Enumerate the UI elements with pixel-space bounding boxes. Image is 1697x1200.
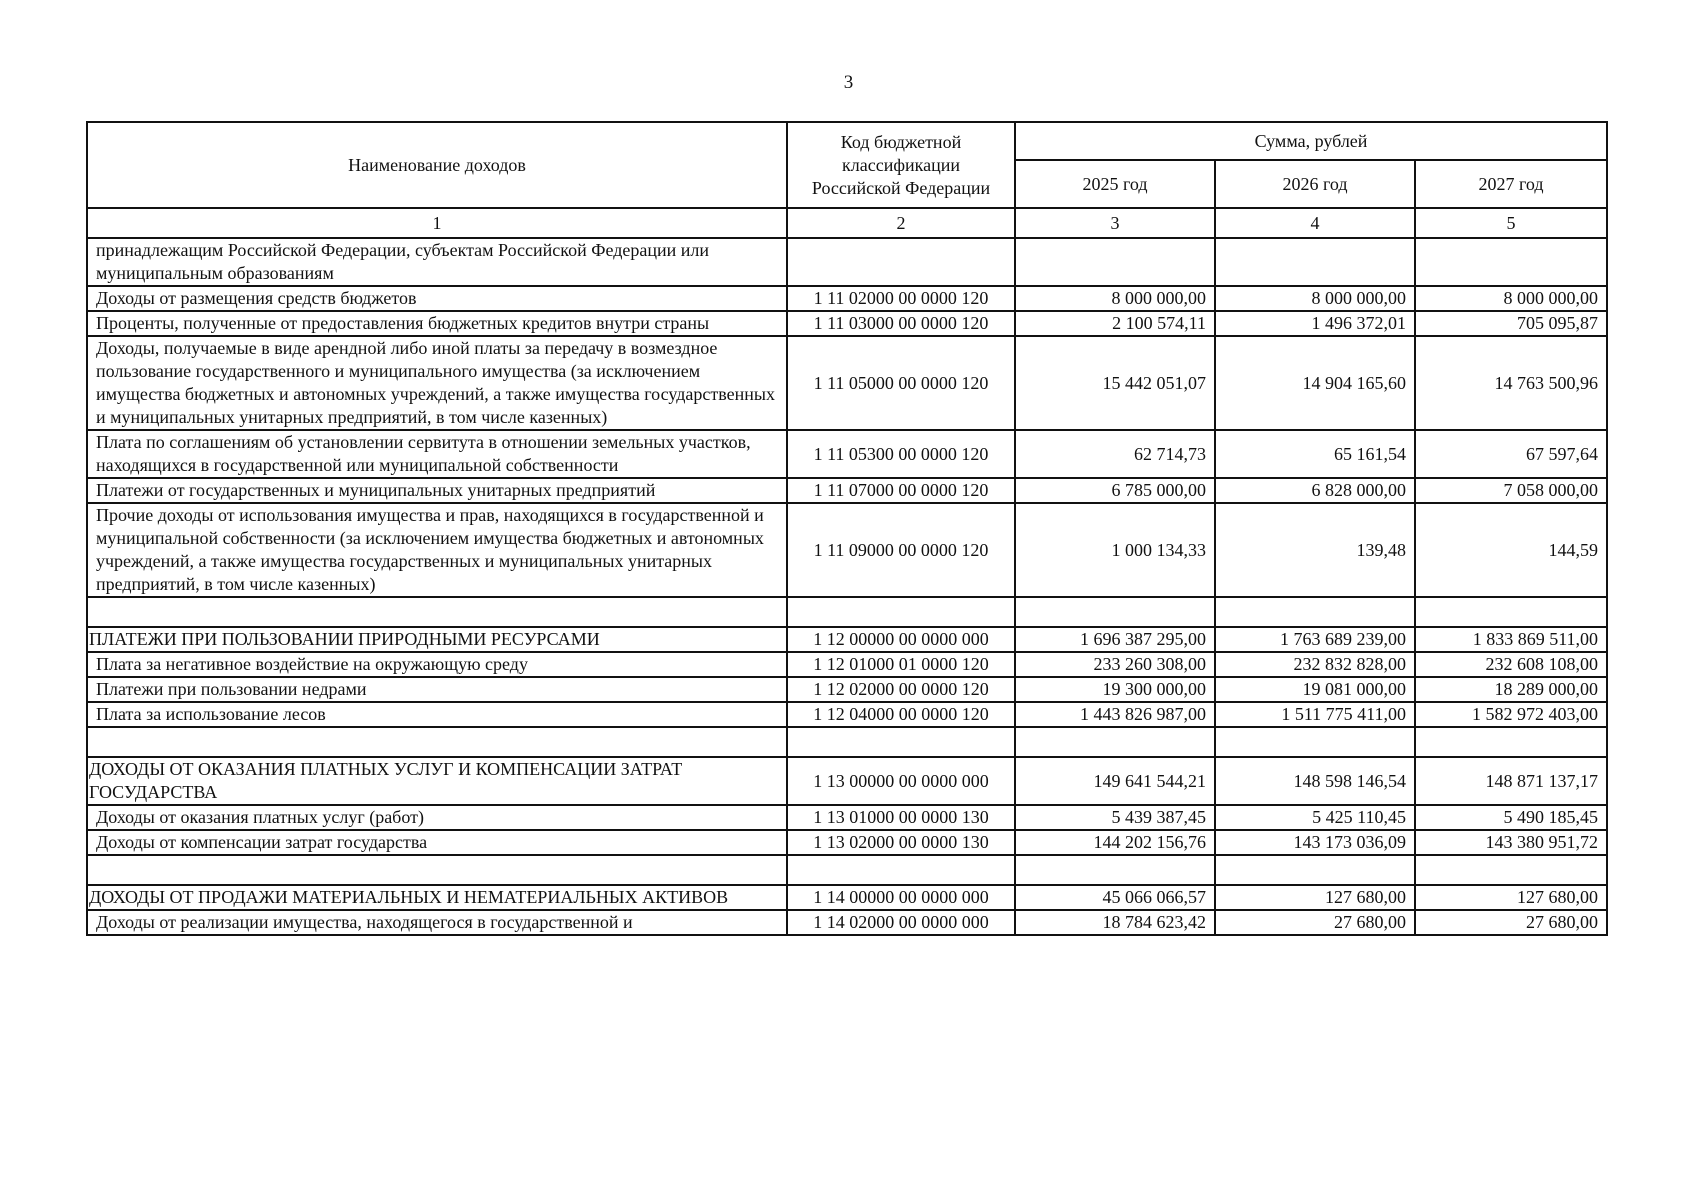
amount-2026-cell: 6 828 000,00 — [1215, 478, 1415, 503]
amount-2027-cell: 1 833 869 511,00 — [1415, 627, 1607, 652]
revenue-name-cell: Доходы от оказания платных услуг (работ) — [87, 805, 787, 830]
amount-2026-cell: 19 081 000,00 — [1215, 677, 1415, 702]
column-number: 3 — [1015, 208, 1215, 238]
table-row — [87, 311, 1607, 336]
amount-2025-cell: 1 443 826 987,00 — [1015, 702, 1215, 727]
amount-2026-cell: 1 511 775 411,00 — [1215, 702, 1415, 727]
amount-2027-cell: 143 380 951,72 — [1415, 830, 1607, 855]
amount-2025-cell: 19 300 000,00 — [1015, 677, 1215, 702]
column-number: 1 — [87, 208, 787, 238]
amount-2027-cell: 1 582 972 403,00 — [1415, 702, 1607, 727]
budget-code-cell: 1 14 02000 00 0000 000 — [787, 910, 1015, 935]
amount-2027-cell: 14 763 500,96 — [1415, 336, 1607, 430]
amount-2026-cell: 14 904 165,60 — [1215, 336, 1415, 430]
budget-code-cell: 1 13 00000 00 0000 000 — [787, 757, 1015, 805]
table-row — [87, 702, 1607, 727]
amount-2027-cell — [1415, 238, 1607, 286]
header-sum: Сумма, рублей — [1015, 122, 1607, 160]
empty-cell — [787, 727, 1015, 757]
amount-2027-cell: 27 680,00 — [1415, 910, 1607, 935]
empty-cell — [1415, 597, 1607, 627]
column-number: 4 — [1215, 208, 1415, 238]
amount-2025-cell: 1 000 134,33 — [1015, 503, 1215, 597]
amount-2025-cell: 8 000 000,00 — [1015, 286, 1215, 311]
amount-2026-cell: 127 680,00 — [1215, 885, 1415, 910]
section-row — [87, 627, 1607, 652]
section-row — [87, 885, 1607, 910]
header-name: Наименование доходов — [87, 122, 787, 208]
revenue-name-cell: принадлежащим Российской Федерации, субъектам Российской Федерации или муниципальным образованиям — [87, 238, 787, 286]
empty-cell — [1415, 727, 1607, 757]
revenue-name-cell: Плата за использование лесов — [87, 702, 787, 727]
amount-2027-cell: 144,59 — [1415, 503, 1607, 597]
amount-2027-cell: 5 490 185,45 — [1415, 805, 1607, 830]
revenue-name-cell: Доходы, получаемые в виде арендной либо иной платы за передачу в возмездное пользование государственного и муниципального имущества (за исключением имущества бюджетных и автономных учреждений, а также имущества государственных и муниципальных унитарных предприятий, в том числе казенных) — [87, 336, 787, 430]
empty-cell — [1215, 727, 1415, 757]
budget-code-cell: 1 11 09000 00 0000 120 — [787, 503, 1015, 597]
revenue-name-cell: Доходы от размещения средств бюджетов — [87, 286, 787, 311]
budget-code-cell: 1 13 01000 00 0000 130 — [787, 805, 1015, 830]
empty-cell — [1015, 597, 1215, 627]
amount-2027-cell: 67 597,64 — [1415, 430, 1607, 478]
amount-2025-cell: 233 260 308,00 — [1015, 652, 1215, 677]
revenue-name-cell: ДОХОДЫ ОТ ПРОДАЖИ МАТЕРИАЛЬНЫХ И НЕМАТЕРИАЛЬНЫХ АКТИВОВ — [87, 885, 787, 910]
section-row — [87, 757, 1607, 805]
amount-2026-cell: 8 000 000,00 — [1215, 286, 1415, 311]
amount-2026-cell: 1 763 689 239,00 — [1215, 627, 1415, 652]
budget-code-cell: 1 12 01000 01 0000 120 — [787, 652, 1015, 677]
budget-code-cell: 1 13 02000 00 0000 130 — [787, 830, 1015, 855]
empty-cell — [1215, 855, 1415, 885]
table-row — [87, 830, 1607, 855]
budget-code-cell: 1 11 03000 00 0000 120 — [787, 311, 1015, 336]
table-row — [87, 478, 1607, 503]
revenue-name-cell: Проценты, полученные от предоставления бюджетных кредитов внутри страны — [87, 311, 787, 336]
revenue-name-cell: Платежи при пользовании недрами — [87, 677, 787, 702]
revenue-name-cell: Доходы от реализации имущества, находящегося в государственной и — [87, 910, 787, 935]
budget-code-cell: 1 12 02000 00 0000 120 — [787, 677, 1015, 702]
table-row — [87, 430, 1607, 478]
revenue-name-cell: ДОХОДЫ ОТ ОКАЗАНИЯ ПЛАТНЫХ УСЛУГ И КОМПЕНСАЦИИ ЗАТРАТ ГОСУДАРСТВА — [87, 757, 787, 805]
amount-2027-cell: 18 289 000,00 — [1415, 677, 1607, 702]
amount-2027-cell: 8 000 000,00 — [1415, 286, 1607, 311]
revenue-name-cell: ПЛАТЕЖИ ПРИ ПОЛЬЗОВАНИИ ПРИРОДНЫМИ РЕСУРСАМИ — [87, 627, 787, 652]
table-body — [87, 238, 1607, 935]
amount-2027-cell: 232 608 108,00 — [1415, 652, 1607, 677]
budget-code-cell: 1 11 05000 00 0000 120 — [787, 336, 1015, 430]
header-code: Код бюджетной классификации Российской Федерации — [787, 122, 1015, 208]
empty-cell — [87, 727, 787, 757]
amount-2026-cell: 65 161,54 — [1215, 430, 1415, 478]
budget-code-cell: 1 11 07000 00 0000 120 — [787, 478, 1015, 503]
header-year-2026: 2026 год — [1215, 160, 1415, 208]
amount-2026-cell: 139,48 — [1215, 503, 1415, 597]
amount-2025-cell: 5 439 387,45 — [1015, 805, 1215, 830]
empty-cell — [1015, 727, 1215, 757]
empty-cell — [787, 855, 1015, 885]
amount-2025-cell: 15 442 051,07 — [1015, 336, 1215, 430]
budget-code-cell: 1 12 04000 00 0000 120 — [787, 702, 1015, 727]
amount-2027-cell: 7 058 000,00 — [1415, 478, 1607, 503]
empty-cell — [1415, 855, 1607, 885]
spacer-row — [87, 727, 1607, 757]
amount-2025-cell: 2 100 574,11 — [1015, 311, 1215, 336]
amount-2026-cell: 1 496 372,01 — [1215, 311, 1415, 336]
table-row — [87, 238, 1607, 286]
amount-2025-cell: 144 202 156,76 — [1015, 830, 1215, 855]
amount-2025-cell: 18 784 623,42 — [1015, 910, 1215, 935]
amount-2025-cell — [1015, 238, 1215, 286]
amount-2025-cell: 62 714,73 — [1015, 430, 1215, 478]
column-number: 5 — [1415, 208, 1607, 238]
amount-2026-cell: 232 832 828,00 — [1215, 652, 1415, 677]
header-year-2027: 2027 год — [1415, 160, 1607, 208]
spacer-row — [87, 855, 1607, 885]
budget-code-cell — [787, 238, 1015, 286]
table-row — [87, 677, 1607, 702]
empty-cell — [787, 597, 1015, 627]
amount-2025-cell: 1 696 387 295,00 — [1015, 627, 1215, 652]
revenue-name-cell: Прочие доходы от использования имущества и прав, находящихся в государственной и муниципальной собственности (за исключением имущества бюджетных и автономных учреждений, а также имущества государственных и муниципальных унитарных предприятий, в том числе казенных) — [87, 503, 787, 597]
header-year-2025: 2025 год — [1015, 160, 1215, 208]
empty-cell — [87, 597, 787, 627]
revenue-name-cell: Плата за негативное воздействие на окружающую среду — [87, 652, 787, 677]
amount-2026-cell: 27 680,00 — [1215, 910, 1415, 935]
empty-cell — [1015, 855, 1215, 885]
column-number: 2 — [787, 208, 1015, 238]
amount-2027-cell: 705 095,87 — [1415, 311, 1607, 336]
table-row — [87, 336, 1607, 430]
revenue-name-cell: Платежи от государственных и муниципальных унитарных предприятий — [87, 478, 787, 503]
table-row — [87, 805, 1607, 830]
budget-code-cell: 1 14 00000 00 0000 000 — [787, 885, 1015, 910]
amount-2027-cell: 127 680,00 — [1415, 885, 1607, 910]
table-row — [87, 652, 1607, 677]
budget-code-cell: 1 11 02000 00 0000 120 — [787, 286, 1015, 311]
empty-cell — [1215, 597, 1415, 627]
table-row — [87, 286, 1607, 311]
table-row — [87, 503, 1607, 597]
amount-2025-cell: 149 641 544,21 — [1015, 757, 1215, 805]
spacer-row — [87, 597, 1607, 627]
amount-2026-cell — [1215, 238, 1415, 286]
budget-code-cell: 1 12 00000 00 0000 000 — [787, 627, 1015, 652]
revenue-name-cell: Плата по соглашениям об установлении сервитута в отношении земельных участков, находящихся в государственной или муниципальной собственности — [87, 430, 787, 478]
amount-2025-cell: 45 066 066,57 — [1015, 885, 1215, 910]
revenue-table — [86, 121, 1608, 936]
amount-2025-cell: 6 785 000,00 — [1015, 478, 1215, 503]
amount-2026-cell: 143 173 036,09 — [1215, 830, 1415, 855]
budget-code-cell: 1 11 05300 00 0000 120 — [787, 430, 1015, 478]
revenue-name-cell: Доходы от компенсации затрат государства — [87, 830, 787, 855]
empty-cell — [87, 855, 787, 885]
amount-2026-cell: 148 598 146,54 — [1215, 757, 1415, 805]
page-number: 3 — [843, 72, 854, 93]
amount-2027-cell: 148 871 137,17 — [1415, 757, 1607, 805]
amount-2026-cell: 5 425 110,45 — [1215, 805, 1415, 830]
table-row — [87, 910, 1607, 935]
